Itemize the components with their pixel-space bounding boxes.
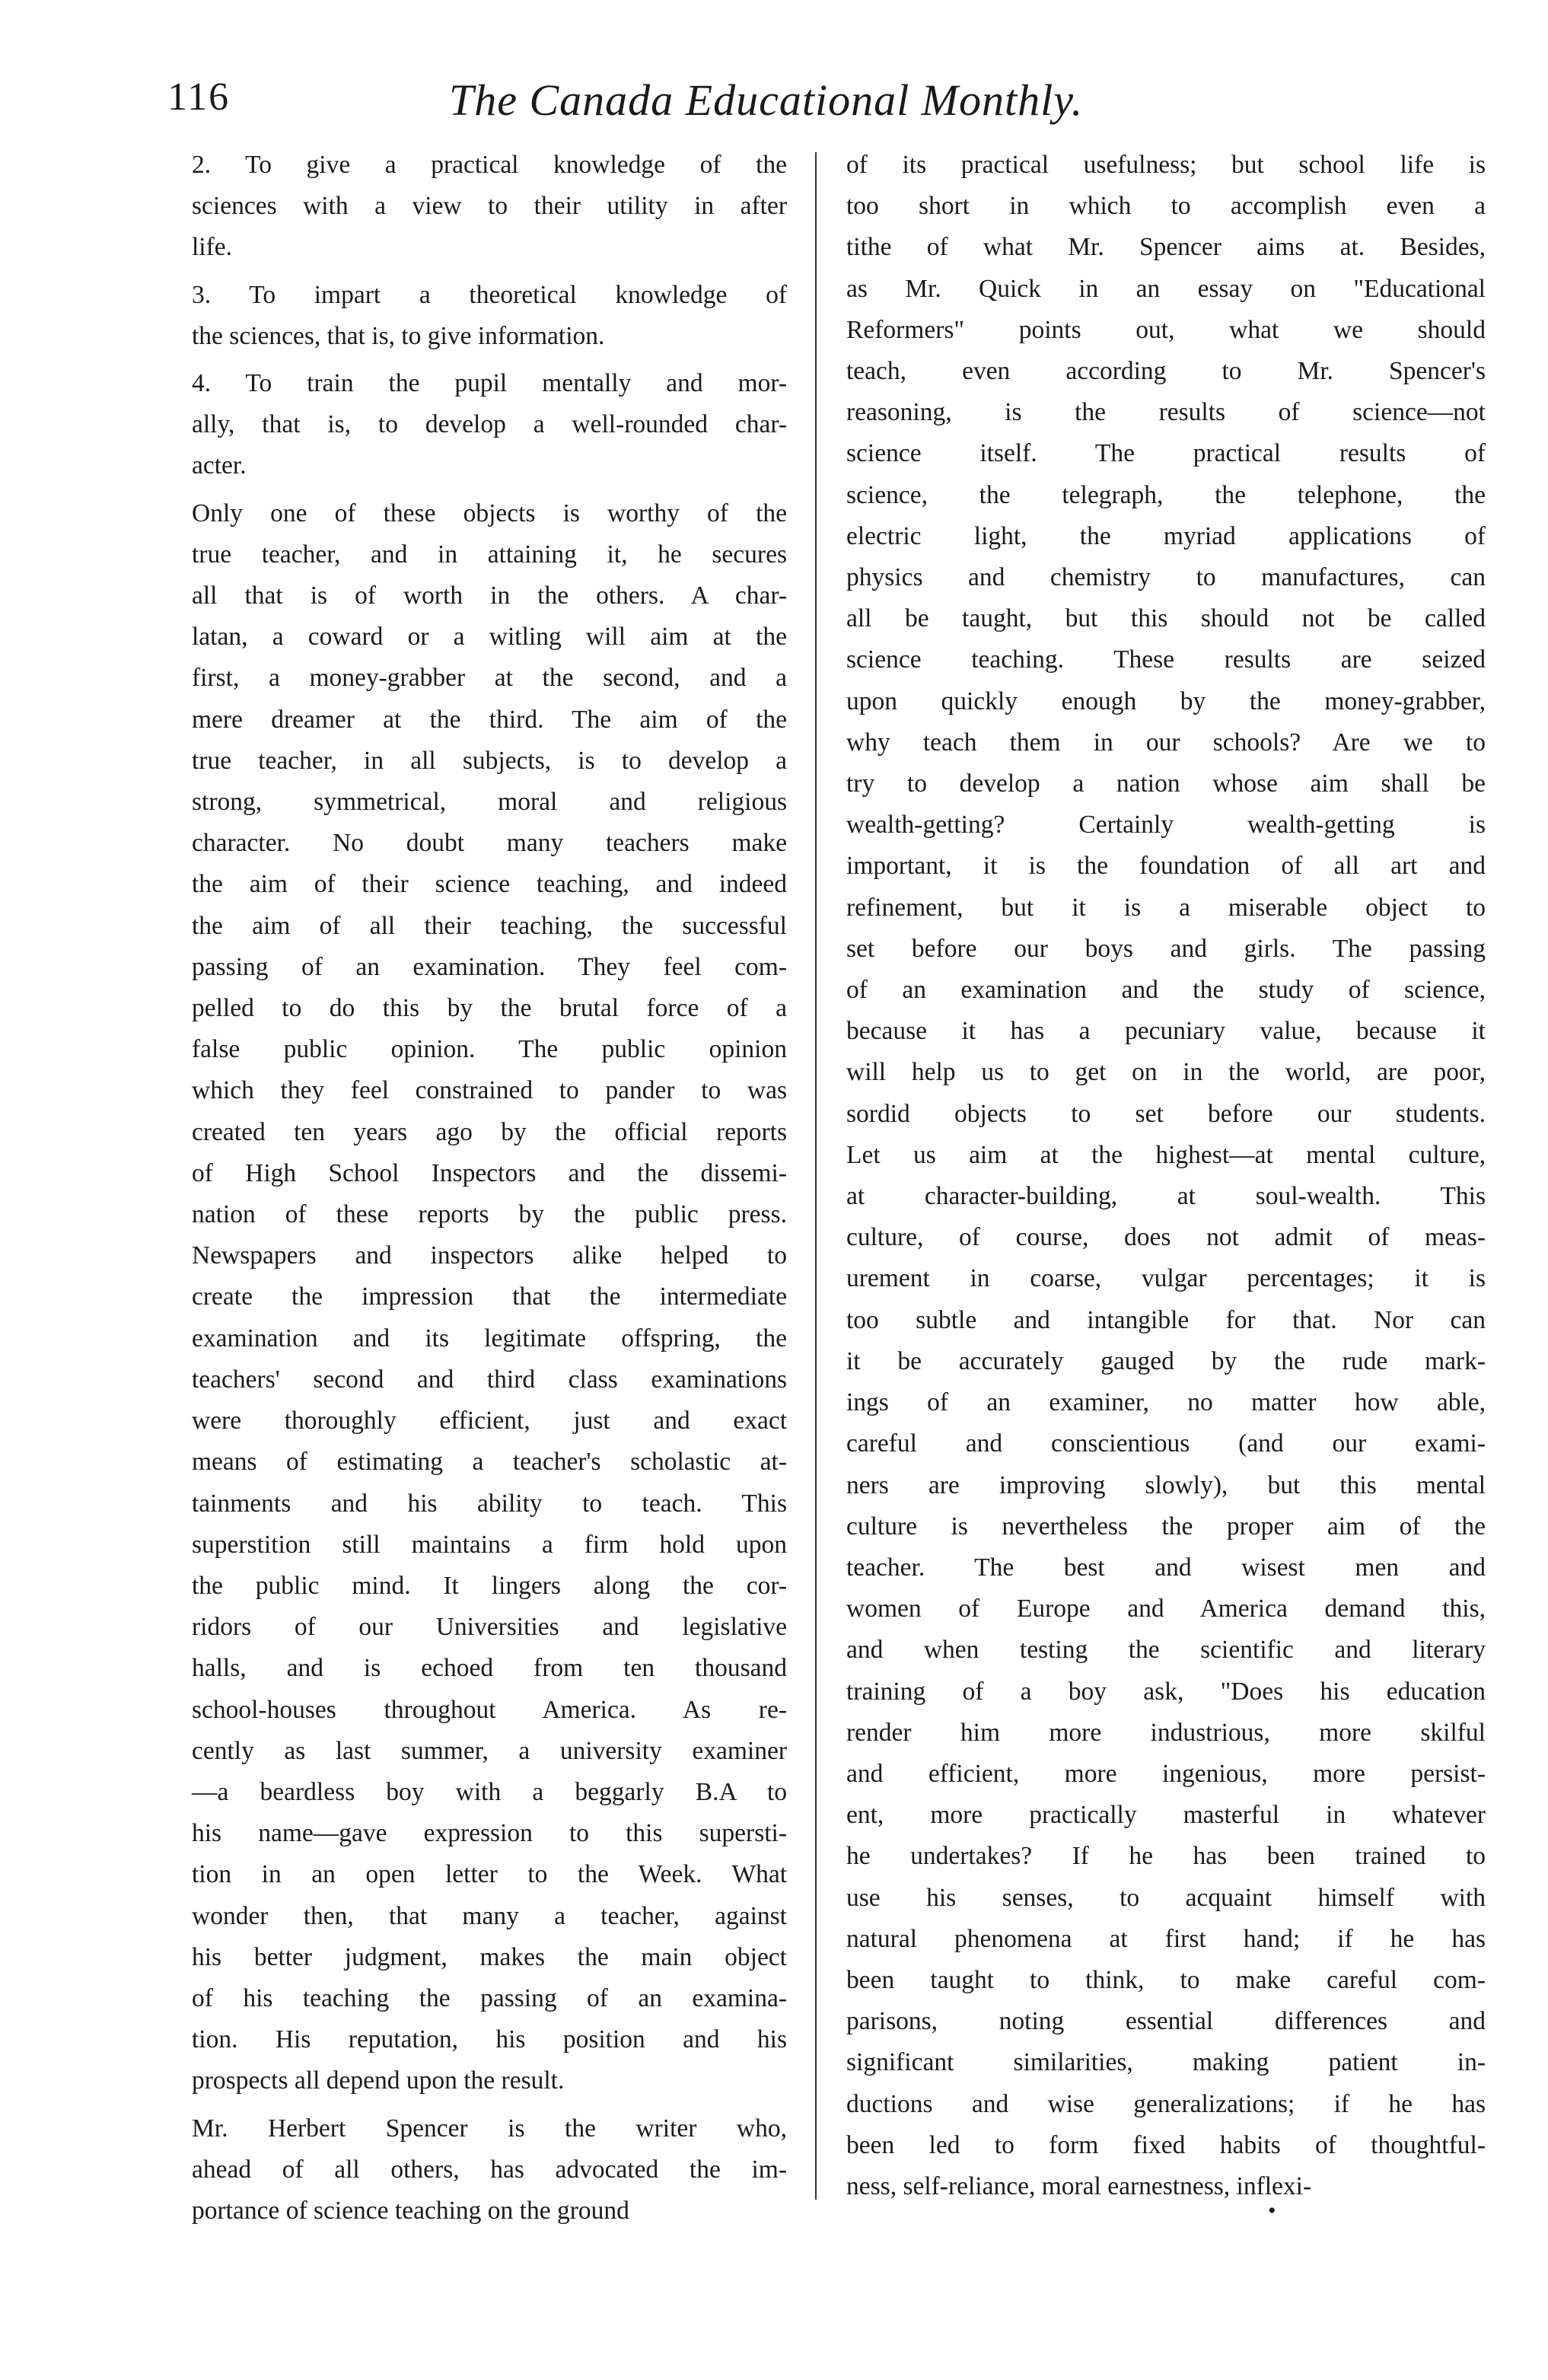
text-line: try to develop a nation whose aim shall be (846, 769, 1486, 798)
page-number: 116 (167, 75, 231, 119)
text-line: science itself. The practical results of (846, 439, 1486, 468)
text-line: cently as last summer, a university examiner (192, 1736, 787, 1765)
text-line: latan, a coward or a witling will aim at the (192, 623, 787, 652)
text-line: life. (192, 233, 233, 262)
text-line: why teach them in our schools? Are we to (846, 728, 1486, 757)
text-line: acter. (192, 451, 247, 480)
text-line: superstition still maintains a firm hold upon (192, 1530, 787, 1559)
footer-mark: • (1268, 2198, 1276, 2223)
paragraph (146, 145, 787, 269)
text-line: science, the telegraph, the telephone, the (846, 480, 1486, 509)
text-line: teach, even according to Mr. Spencer's (846, 357, 1486, 386)
text-line: and efficient, more ingenious, more persist- (846, 1759, 1486, 1788)
paragraph (146, 493, 787, 2102)
text-line: it be accurately gauged by the rude mark- (846, 1346, 1486, 1375)
text-line: use his senses, to acquaint himself with (846, 1883, 1486, 1912)
text-line: false public opinion. The public opinion (192, 1035, 787, 1064)
text-line: true teacher, in all subjects, is to develop a (192, 746, 787, 775)
text-line: electric light, the myriad applications of (846, 521, 1486, 550)
text-line: training of a boy ask, "Does his education (846, 1677, 1486, 1706)
text-line: too short in which to accomplish even a (846, 192, 1486, 221)
column-divider (815, 152, 817, 2200)
text-line: culture is nevertheless the proper aim of the (846, 1512, 1486, 1540)
text-line: portance of science teaching on the ground (192, 2196, 629, 2225)
text-line: Let us aim at the highest—at mental culture, (846, 1140, 1486, 1169)
text-line: careful and conscientious (and our exami- (846, 1429, 1486, 1458)
text-line: and when testing the scientific and literary (846, 1636, 1486, 1665)
text-line: science teaching. These results are seized (846, 645, 1486, 674)
text-line: ridors of our Universities and legislative (192, 1613, 787, 1642)
text-line: mere dreamer at the third. The aim of the (192, 705, 787, 734)
running-title: The Canada Educational Monthly. (449, 75, 1084, 125)
text-line: ent, more practically masterful in whatever (846, 1801, 1486, 1830)
text-line: will help us to get on in the world, are poor, (846, 1058, 1486, 1087)
text-line: sciences with a view to their utility in after (192, 192, 787, 221)
text-line: halls, and is echoed from ten thousand (192, 1654, 787, 1683)
text-line: urement in coarse, vulgar percentages; it is (846, 1264, 1486, 1293)
text-line: of High School Inspectors and the dissemi- (192, 1158, 787, 1187)
text-line: because it has a pecuniary value, because it (846, 1017, 1486, 1046)
text-line: teachers' second and third class examinations (192, 1365, 787, 1394)
text-line: the sciences, that is, to give information. (192, 321, 605, 350)
text-line: first, a money-grabber at the second, and a (192, 664, 787, 693)
text-line: tithe of what Mr. Spencer aims at. Besides, (846, 233, 1486, 262)
text-line: as Mr. Quick in an essay on "Educational (846, 274, 1486, 303)
paragraph (146, 363, 787, 487)
right-column (846, 145, 1486, 2207)
text-line: —a beardless boy with a beggarly B.A to (192, 1777, 787, 1806)
text-line: refinement, but it is a miserable object to (846, 893, 1486, 922)
text-line: wonder then, that many a teacher, against (192, 1901, 787, 1930)
text-line: the public mind. It lingers along the cor- (192, 1571, 787, 1600)
text-line: ners are improving slowly), but this mental (846, 1470, 1486, 1499)
text-line: means of estimating a teacher's scholastic at- (192, 1448, 787, 1477)
text-line: 3. To impart a theoretical knowledge of (192, 280, 787, 309)
text-line: natural phenomena at first hand; if he has (846, 1924, 1486, 1953)
text-line: nation of these reports by the public press. (192, 1200, 787, 1229)
text-line: created ten years ago by the official reports (192, 1117, 787, 1146)
text-line: all that is of worth in the others. A char- (192, 581, 787, 610)
text-line: too subtle and intangible for that. Nor can (846, 1305, 1486, 1334)
text-line: culture, of course, does not admit of meas- (846, 1223, 1486, 1252)
left-column (146, 145, 787, 2232)
text-line: true teacher, and in attaining it, he secures (192, 540, 787, 569)
paragraph (846, 145, 1486, 2207)
text-line: ally, that is, to develop a well-rounded char- (192, 410, 787, 439)
text-line: wealth-getting? Certainly wealth-getting is (846, 811, 1486, 840)
text-line: women of Europe and America demand this, (846, 1595, 1486, 1623)
text-line: all be taught, but this should not be called (846, 604, 1486, 633)
text-line: been led to form fixed habits of thoughtful- (846, 2130, 1486, 2159)
text-line: 2. To give a practical knowledge of the (192, 151, 787, 179)
text-line: were thoroughly efficient, just and exact (192, 1407, 787, 1435)
text-line: passing of an examination. They feel com- (192, 952, 787, 981)
running-header (145, 75, 1408, 143)
text-line: ings of an examiner, no matter how able, (846, 1388, 1486, 1417)
text-line: set before our boys and girls. The passing (846, 934, 1486, 963)
paragraph (146, 2108, 787, 2232)
text-line: tion in an open letter to the Week. What (192, 1860, 787, 1889)
text-line: school-houses throughout America. As re- (192, 1695, 787, 1724)
text-line: Mr. Herbert Spencer is the writer who, (192, 2114, 787, 2143)
text-line: upon quickly enough by the money-grabber, (846, 687, 1486, 715)
text-line: his better judgment, makes the main object (192, 1942, 787, 1971)
text-line: tion. His reputation, his position and his (192, 2025, 787, 2054)
text-line: he undertakes? If he has been trained to (846, 1842, 1486, 1871)
text-line: of an examination and the study of science, (846, 976, 1486, 1005)
text-line: important, it is the foundation of all art and (846, 852, 1486, 881)
text-line: which they feel constrained to pander to was (192, 1076, 787, 1105)
text-line: been taught to think, to make careful com- (846, 1965, 1486, 1994)
text-line: Reformers" points out, what we should (846, 315, 1486, 344)
text-line: Only one of these objects is worthy of the (192, 499, 787, 527)
text-line: of its practical usefulness; but school life is (846, 151, 1486, 179)
text-line: character. No doubt many teachers make (192, 829, 787, 858)
paragraph (146, 275, 787, 357)
text-line: prospects all depend upon the result. (192, 2066, 565, 2095)
text-line: examination and its legitimate offspring, the (192, 1324, 787, 1352)
text-line: of his teaching the passing of an examina- (192, 1983, 787, 2012)
text-line: ahead of all others, has advocated the im- (192, 2155, 787, 2184)
text-line: tainments and his ability to teach. This (192, 1489, 787, 1518)
text-line: reasoning, is the results of science—not (846, 398, 1486, 427)
text-line: ness, self-reliance, moral earnestness, inflexi- (846, 2171, 1312, 2200)
text-line: the aim of all their teaching, the successful (192, 911, 787, 940)
text-line: parisons, noting essential differences and (846, 2007, 1486, 2036)
text-line: pelled to do this by the brutal force of a (192, 994, 787, 1023)
text-line: strong, symmetrical, moral and religious (192, 788, 787, 817)
text-line: create the impression that the intermediate (192, 1282, 787, 1311)
text-line: his name—gave expression to this supersti- (192, 1819, 787, 1848)
text-line: sordid objects to set before our students. (846, 1099, 1486, 1128)
text-line: at character-building, at soul-wealth. This (846, 1182, 1486, 1211)
text-line: 4. To train the pupil mentally and mor- (192, 369, 787, 398)
text-line: ductions and wise generalizations; if he has (846, 2089, 1486, 2118)
text-line: Newspapers and inspectors alike helped to (192, 1241, 787, 1270)
text-line: the aim of their science teaching, and indeed (192, 870, 787, 899)
text-line: render him more industrious, more skilful (846, 1718, 1486, 1747)
text-line: teacher. The best and wisest men and (846, 1553, 1486, 1582)
text-line: significant similarities, making patient in- (846, 2048, 1486, 2077)
text-line: physics and chemistry to manufactures, can (846, 563, 1486, 592)
